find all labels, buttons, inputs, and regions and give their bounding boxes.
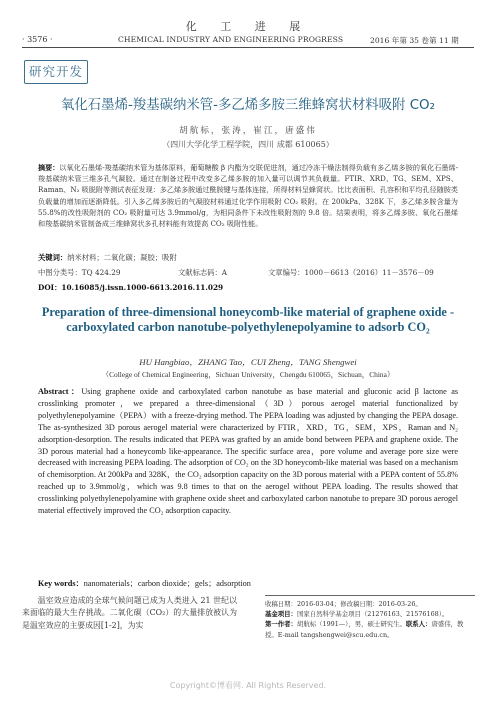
fund-info: [265, 609, 475, 619]
author-info: [265, 619, 475, 639]
page-number: · 3576 ·: [22, 35, 53, 44]
fund-text: 国家自然科学基金项目（21276163、21576168）。: [296, 610, 449, 619]
english-affiliation: （College of Chemical Engineering，Sichuan University，Chengdu 610065，Sichuan，China）: [101, 370, 395, 379]
introduction-text: 温室效应造成的全球气候问题已成为人类进入 21 世纪以来面临的最大生存挑战。二氧化碳（CO₂）的大量排放被认为是温室效应的主要成因[1-2]，为实: [22, 596, 237, 630]
english-keywords: [38, 578, 458, 589]
chinese-abstract-text: 以氧化石墨烯-羧基碳纳米管为基体原料，葡萄糖酸 β 内酯为交联促进剂，通过冷冻干燥法制得负载有多乙烯多胺的氧化石墨烯-羧基碳纳米管三维多孔气凝胶。通过在制备过程中改变多乙烯多胺的加入量可以调节其负载量。FTIR、XRD、TG、SEM、XPS、Raman、N₂ 吸脱附等测试表征发现：多乙烯多胺通过酰胺键与基体连接，所得材料呈蜂窝状。比比表面积、孔容积和平均孔径随胺类负载量的增加而逐渐降低。引入多乙烯多胺后的气凝胶材料通过化学作用吸附 CO₂ 吸附。在 200kPa、328K 下，多乙烯多胺含量为 55.8%的改性吸附剂的 CO₂ 吸附量可达 3.9mmol/g，为相同条件下未改性吸附剂的 9.8 倍。结果表明，将多乙烯多胺、氧化石墨烯和羧基碳纳米管制备成三维蜂窝状多孔材料能有效提高 CO₂ 吸附性能。: [38, 163, 459, 229]
body-paragraph: [22, 595, 237, 632]
first-author-label: 第一作者：: [265, 620, 297, 629]
english-keywords-label: Key words：: [38, 579, 84, 588]
doi-label: DOI：: [38, 283, 62, 292]
chinese-abstract-label: 摘要：: [38, 163, 60, 172]
english-authors: HU Hangbiao，ZHANG Tao，CUI Zheng，TANG Shengwei: [139, 357, 357, 367]
footnote-box: [265, 595, 475, 640]
chinese-abstract: [38, 162, 458, 229]
first-author-text: 胡航标（1991—），男，硕士研究生。: [296, 620, 406, 629]
chinese-keywords-text: 纳米材料；二氧化碳；凝胶；吸附: [67, 253, 177, 262]
header-rule: [22, 47, 474, 48]
english-abstract-label: Abstract：: [38, 387, 82, 396]
document-code: 文献标志码：A: [178, 268, 228, 277]
article-number: 文章编号：1000－6613（2016）11－3576－09: [268, 268, 434, 277]
journal-name-header: 化 工 进 展: [185, 20, 311, 33]
english-abstract: [38, 386, 458, 517]
clc-number: 中图分类号：TQ 424.29: [38, 268, 121, 277]
english-abstract-text: Using graphene oxide and carboxylated carbon nanotube as base material and gluconic acid β lactone as crosslinking promoter，we prepared a three-dimensional（3D）porous aerogel material functionalized by polyethylenepolyamine（PEPA）with a freeze-drying method. The PEPA loading was adjusted by changing the PEPA dosage. The as-synthesized 3D porous aerogel material were characterized by FTIR，XRD，TG，SEM，XPS，Raman and N₂ adsorption-desorption. The results indicated that PEPA was grafted by an amide bond between PEPA and graphene oxide. The 3D porous material had a honeycomb like-appearance. The specific surface area，pore volume and average pore size were decreased with increasing PEPA loading. The adsorption of CO₂ on the 3D honeycomb-like material was based on a mechanism of chemisorption. At 200kPa and 328K，the CO₂ adsorption capacity on the 3D porous material with a PEPA content of 55.8% reached up to 3.9mmol/g，which was 9.8 times to that on the aerogel without PEPA loading. The results showed that crosslinking polyethylenepolyamine with graphene oxide sheet and carboxylated carbon nanotube to prepare 3D porous aerogel material effectively improved the CO₂ adsorption capacity.: [38, 387, 459, 516]
received-date: 收稿日期：2016-03-04；修改稿日期：2016-03-26。: [265, 600, 422, 608]
contact-label: 联系人：: [405, 620, 432, 629]
chinese-affiliation: （四川大学化学工程学院，四川 成都 610065）: [162, 140, 334, 149]
chinese-title: 氧化石墨烯-羧基碳纳米管-多乙烯多胺三维蜂窝状材料吸附 CO₂: [61, 98, 435, 113]
doi: [38, 283, 223, 293]
fund-label: 基金项目：: [265, 610, 297, 619]
chinese-authors: 胡航标，张涛，崔江，唐盛伟: [179, 126, 317, 136]
english-keywords-text: nanomaterials；carbon dioxide；gels；adsorption: [83, 579, 251, 588]
contact-text: 唐盛伟，教授。E-mail tangshengwei@scu.edu.cn。: [265, 620, 464, 639]
doi-value: 10.16085/j.issn.1000-6613.2016.11.029: [61, 283, 224, 292]
chinese-keywords-label: 关键词：: [38, 253, 68, 262]
journal-english-name: CHEMICAL INDUSTRY AND ENGINEERING PROGRESS: [118, 35, 344, 44]
issue-info: 2016 年第 35 卷第 11 期: [370, 36, 459, 45]
english-title: Preparation of three-dimensional honeycomb-like material of graphene oxide -carboxylated carbon nanotube-polyethylenepolyamine to adsorb CO₂: [41, 305, 455, 334]
copyright-watermark: Copyright©博看网. All Rights Reserved.: [169, 681, 327, 690]
classification-row: [38, 268, 458, 278]
chinese-keywords: [38, 253, 458, 263]
column-tag: 研究开发: [24, 60, 88, 84]
